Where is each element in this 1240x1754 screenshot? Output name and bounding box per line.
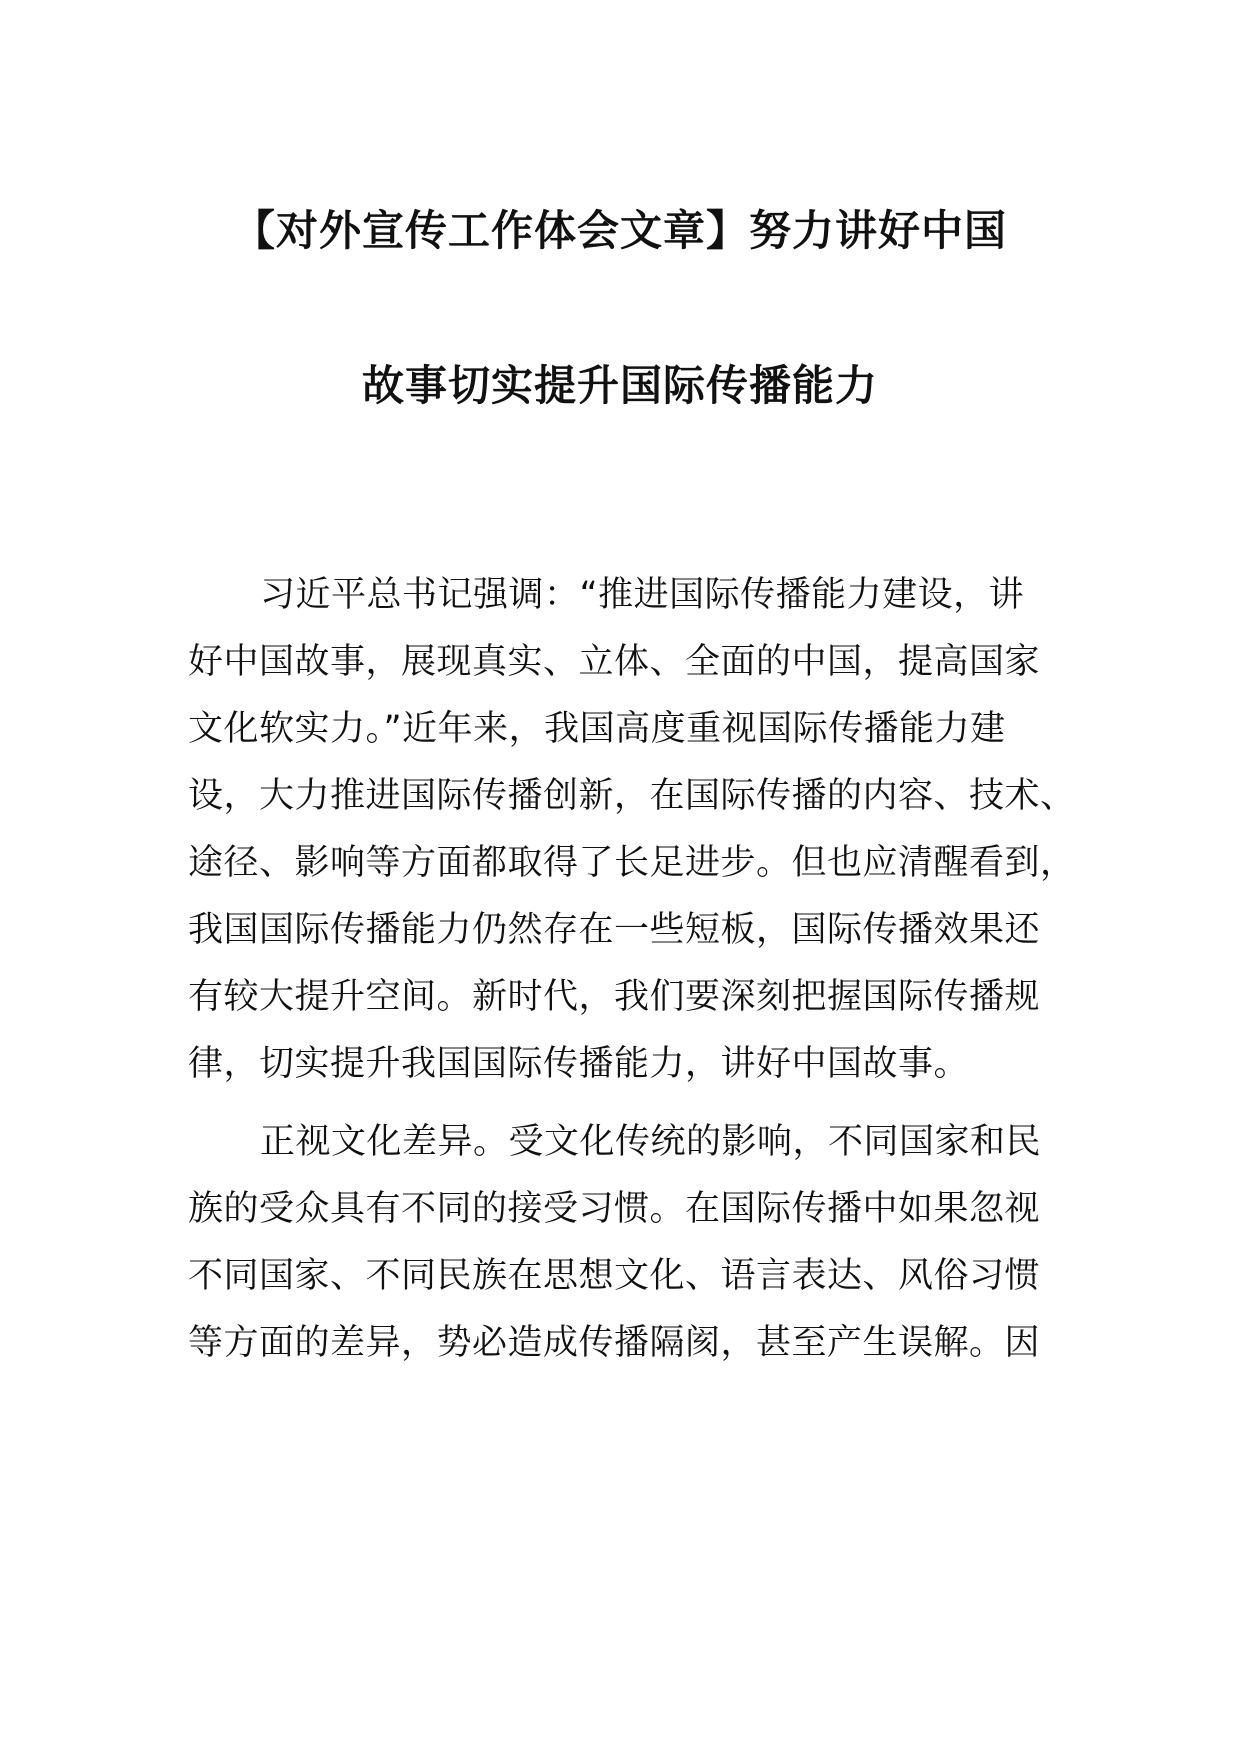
paragraph-1-line: 我国国际传播能力仍然存在一些短板，国际传播效果还	[188, 910, 1041, 950]
paragraph-1-line: 有较大提升空间。新时代，我们要深刻把握国际传播规	[188, 977, 1041, 1017]
document-title-line-2: 故事切实提升国际传播能力	[361, 361, 878, 410]
paragraph-2-line: 不同国家、不同民族在思想文化、语言表达、风俗习惯	[188, 1256, 1041, 1296]
paragraph-1-line: 文化软实力。”近年来，我国高度重视国际传播能力建	[188, 709, 1006, 749]
paragraph-1-line: 律，切实提升我国国际传播能力，讲好中国故事。	[188, 1044, 970, 1084]
paragraph-1-line: 途径、影响等方面都取得了长足进步。但也应清醒看到，	[188, 843, 1076, 883]
paragraph-2-line: 族的受众具有不同的接受习惯。在国际传播中如果忽视	[188, 1189, 1041, 1229]
paragraph-1-line: 好中国故事，展现真实、立体、全面的中国，提高国家	[188, 642, 1041, 682]
paragraph-1-line: 设，大力推进国际传播创新，在国际传播的内容、技术、	[188, 776, 1076, 816]
paragraph-1-line: 习近平总书记强调：“推进国际传播能力建设，讲	[260, 575, 1025, 615]
document-title-line-1: 【对外宣传工作体会文章】努力讲好中国	[232, 206, 1007, 255]
paragraph-2-line: 等方面的差异，势必造成传播隔阂，甚至产生误解。因	[188, 1323, 1041, 1363]
paragraph-2-line: 正视文化差异。受文化传统的影响，不同国家和民	[260, 1122, 1042, 1162]
